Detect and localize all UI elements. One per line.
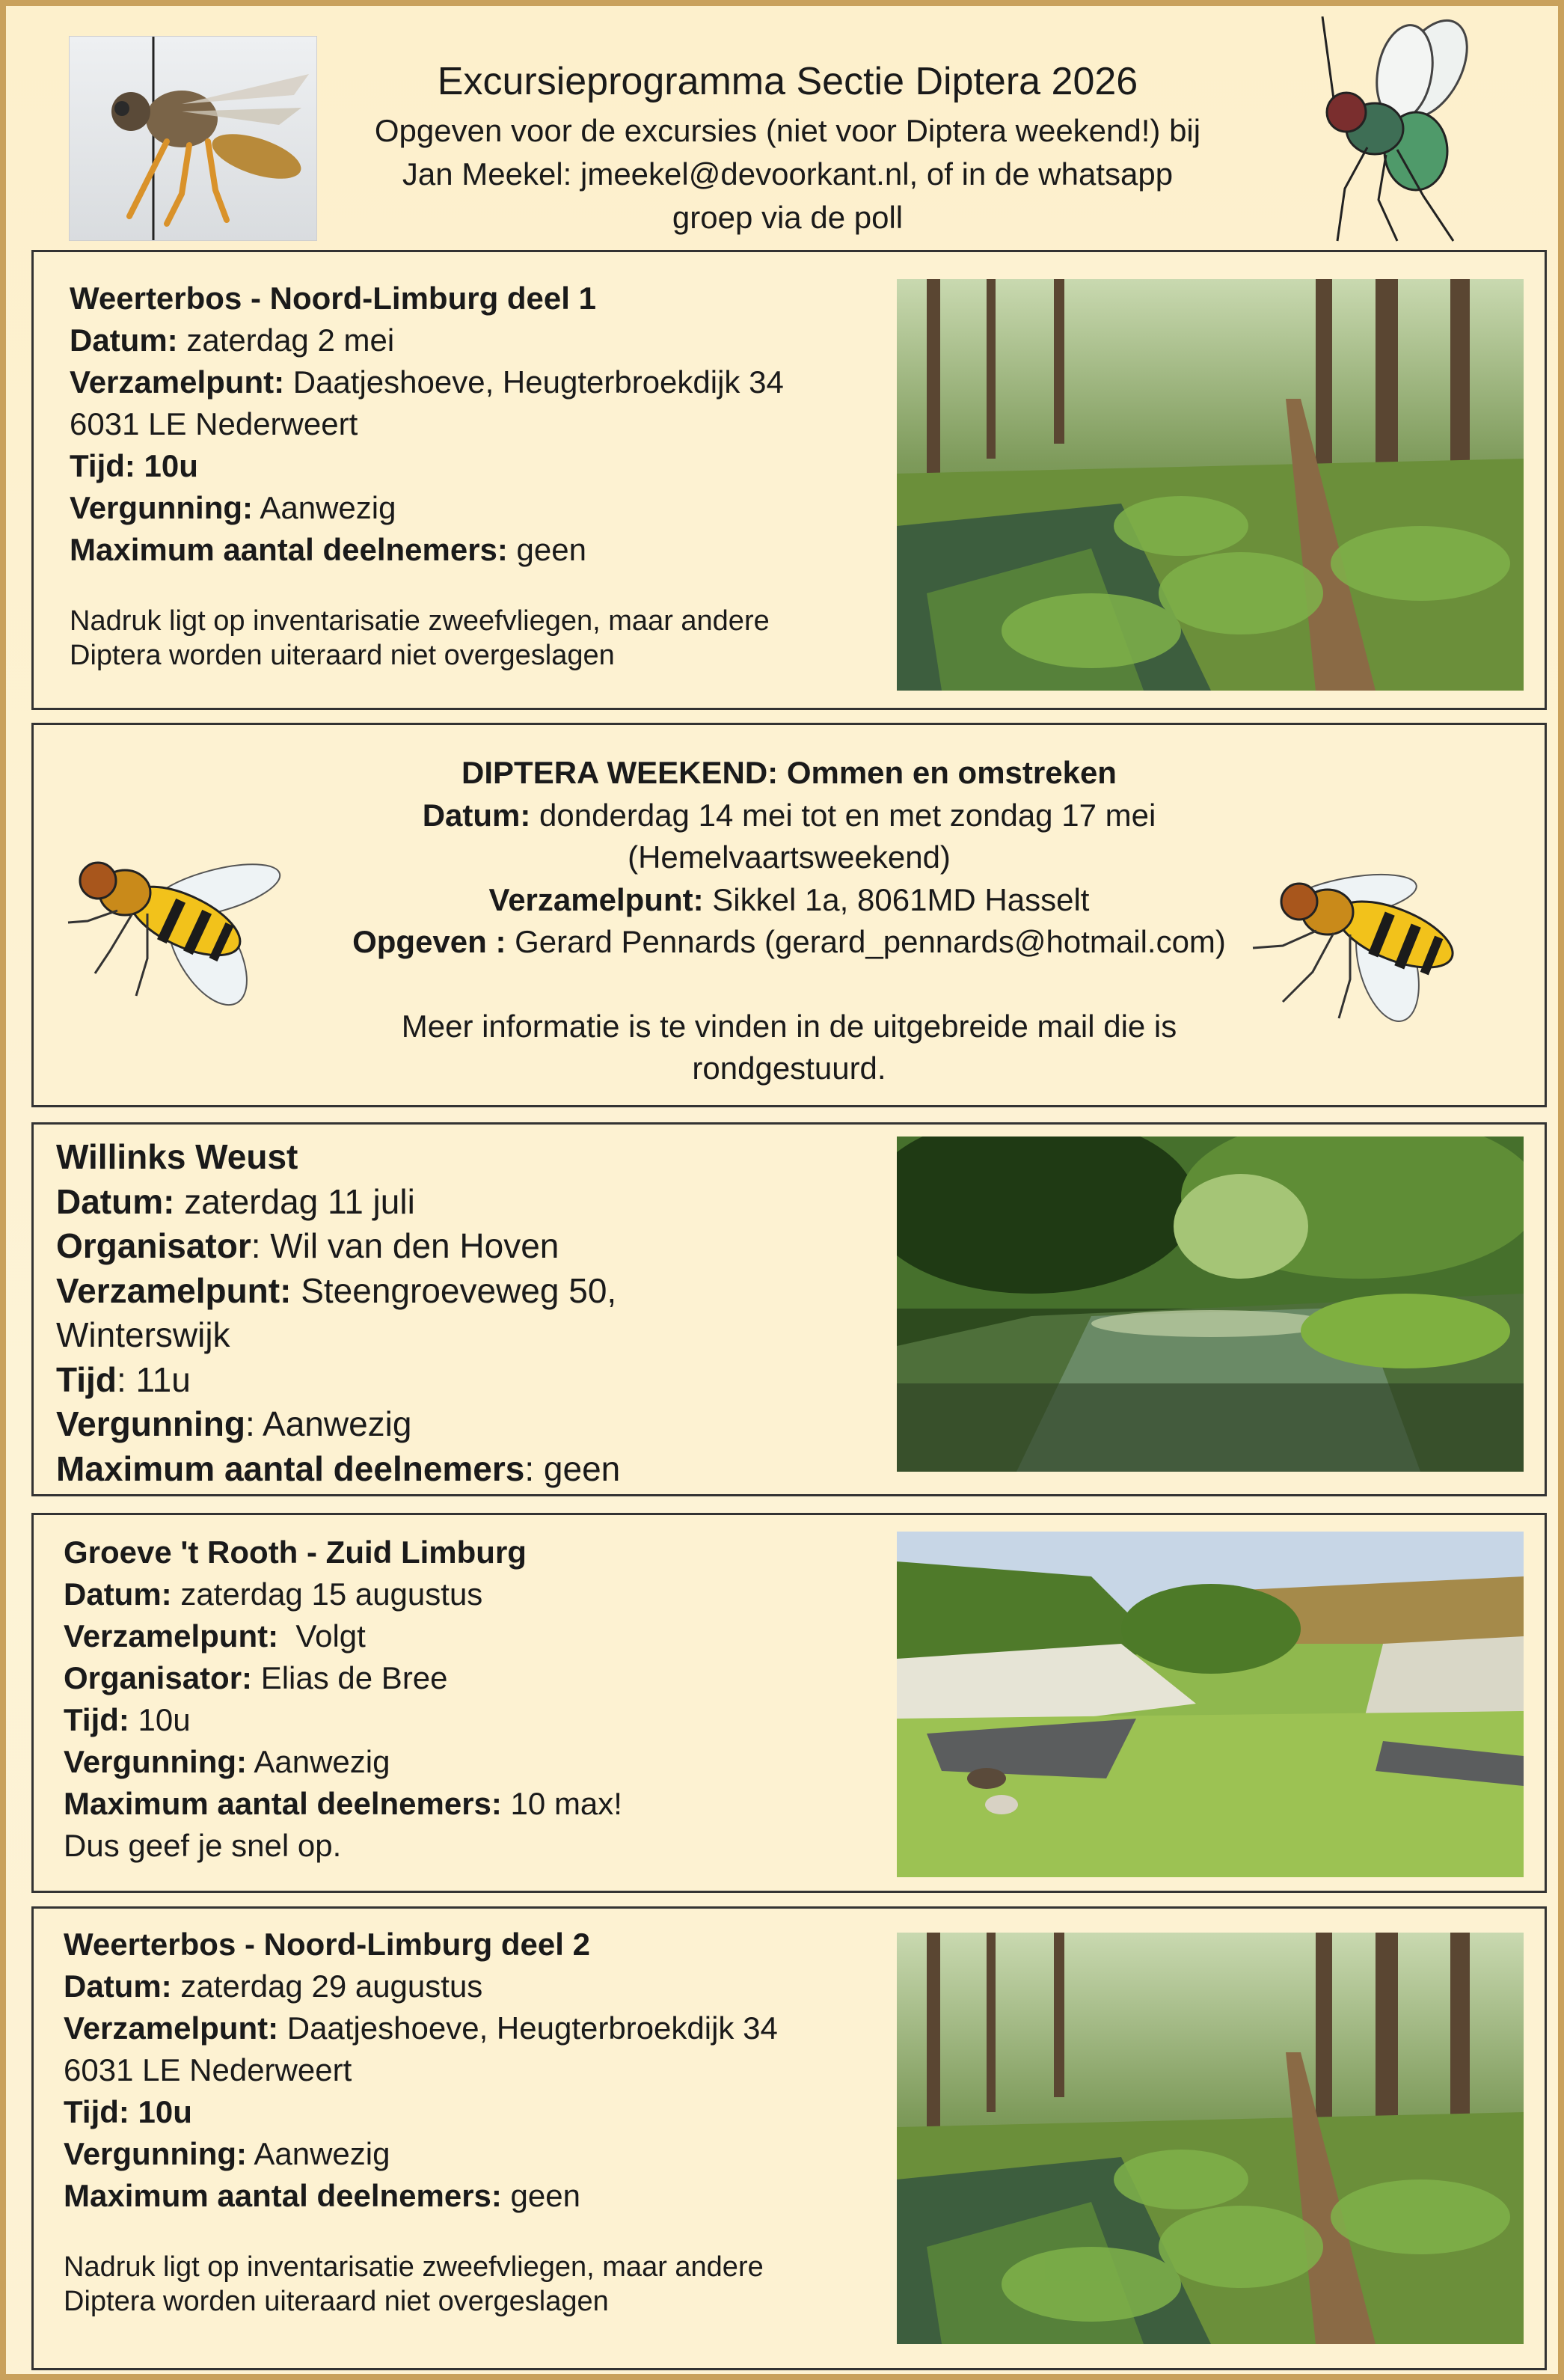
max-participants-value: geen [507,532,586,567]
time-label: Tijd [56,1359,117,1399]
meeting-point-line2: 6031 LE Nederweert [70,406,358,441]
more-info-line: rondgestuurd. [692,1050,886,1086]
signup-label: Opgeven : [352,924,506,959]
excursion-details [56,1135,620,1491]
time: Tijd: 10u [70,448,198,483]
organizer-value: : Wil van den Hoven [251,1226,559,1265]
date-value: zaterdag 15 augustus [171,1576,483,1612]
meeting-point-value: Steengroeveweg 50, [291,1270,617,1310]
header [6,6,1564,245]
date-label: Datum: [56,1181,175,1221]
meeting-point-value: Sikkel 1a, 8061MD Hasselt [703,881,1090,917]
excursion-title: Willinks Weust [56,1137,298,1176]
quarry-photo [897,1532,1524,1877]
permit-label: Vergunning: [70,490,253,525]
more-info-line: Meer informatie is te vinden in de uitgebreide mail die is [401,1008,1177,1044]
permit-value: Aanwezig [247,1744,390,1779]
signup-value: Gerard Pennards (gerard_pennards@hotmail.com) [506,924,1226,959]
excursion-weerterbos-1 [31,250,1547,710]
date-value: zaterdag 11 juli [174,1181,415,1221]
diptera-weekend [31,723,1547,1107]
excursion-details [64,1532,622,1867]
meeting-point-line2: 6031 LE Nederweert [64,2052,352,2087]
date-note: (Hemelvaartsweekend) [628,839,951,875]
time-value: : 11u [116,1359,191,1399]
excursion-willinks-weust [31,1122,1547,1496]
note-line: Diptera worden uiteraard niet overgeslagen [64,2286,609,2317]
permit-value: Aanwezig [247,2136,390,2171]
max-participants-value: 10 max! [501,1786,622,1821]
weekend-details [280,752,1298,1090]
excursion-title: Weerterbos - Noord-Limburg deel 2 [64,1927,590,1962]
note-line: Nadruk ligt op inventarisatie zweefvliegen, maar andere [64,2251,764,2283]
excursion-weerterbos-2 [31,1906,1547,2370]
signup-reminder: Dus geef je snel op. [64,1828,342,1863]
excursion-groeve-t-rooth [31,1513,1547,1893]
forest-stream-photo [897,1933,1524,2344]
meeting-point-label: Verzamelpunt: [64,1618,279,1654]
organizer-label: Organisator [56,1226,251,1265]
permit-label: Vergunning: [64,2136,247,2171]
permit-label: Vergunning: [64,1744,247,1779]
subtitle-line: Jan Meekel: jmeekel@devoorkant.nl, of in de whatsapp [402,156,1174,192]
robber-fly-photo-icon [69,36,317,241]
organizer-value: Elias de Bree [252,1660,448,1695]
forest-stream-photo [897,279,1524,691]
excursion-note [64,2250,778,2319]
max-participants-label: Maximum aantal deelnemers [56,1449,525,1488]
meeting-point-value: Volgt [278,1618,366,1654]
meeting-point-line2: Winterswijk [56,1315,230,1354]
meeting-point-label: Verzamelpunt: [56,1270,292,1310]
date-value: zaterdag 29 augustus [171,1968,483,2004]
green-fly-drawing-icon [1292,16,1479,248]
meeting-point-value: Daatjeshoeve, Heugterbroekdijk 34 [278,2010,778,2046]
time: Tijd: 10u [64,2094,192,2129]
date-label: Datum: [422,797,531,833]
hoverfly-drawing-icon [65,839,282,1018]
page-title: Excursieprogramma Sectie Diptera 2026 [437,60,1138,103]
date-label: Datum: [64,1968,172,2004]
subtitle-line: groep via de poll [672,200,904,235]
max-participants-value: geen [501,2178,580,2213]
signup-instructions [328,109,1248,239]
date-label: Datum: [70,322,178,358]
excursion-note [70,604,784,673]
time-label: Tijd: [64,1702,129,1737]
excursion-title: Weerterbos - Noord-Limburg deel 1 [70,281,596,316]
permit-value: Aanwezig [253,490,396,525]
excursion-details [70,278,784,673]
time-value: 10u [129,1702,191,1737]
subtitle-line: Opgeven voor de excursies (niet voor Diptera weekend!) bij [374,113,1201,148]
permit-label: Vergunning [56,1404,245,1443]
meeting-point-value: Daatjeshoeve, Heugterbroekdijk 34 [284,364,784,400]
note-line: Nadruk ligt op inventarisatie zweefvliegen, maar andere [70,605,770,637]
excursion-details [64,1924,778,2319]
meeting-point-label: Verzamelpunt: [70,364,285,400]
date-value: zaterdag 2 mei [177,322,395,358]
max-participants-label: Maximum aantal deelnemers: [70,532,508,567]
date-value: donderdag 14 mei tot en met zondag 17 mei [530,797,1156,833]
date-label: Datum: [64,1576,172,1612]
meeting-point-label: Verzamelpunt: [64,2010,279,2046]
max-participants-label: Maximum aantal deelnemers: [64,2178,502,2213]
max-participants-value: : geen [524,1449,621,1488]
permit-value: : Aanwezig [245,1404,412,1443]
pond-photo [897,1137,1524,1472]
weekend-title: DIPTERA WEEKEND: Ommen en omstreken [461,755,1117,790]
excursion-title: Groeve 't Rooth - Zuid Limburg [64,1535,527,1570]
max-participants-label: Maximum aantal deelnemers: [64,1786,502,1821]
note-line: Diptera worden uiteraard niet overgeslagen [70,640,615,671]
organizer-label: Organisator: [64,1660,253,1695]
header-text [328,57,1248,239]
meeting-point-label: Verzamelpunt: [488,881,704,917]
